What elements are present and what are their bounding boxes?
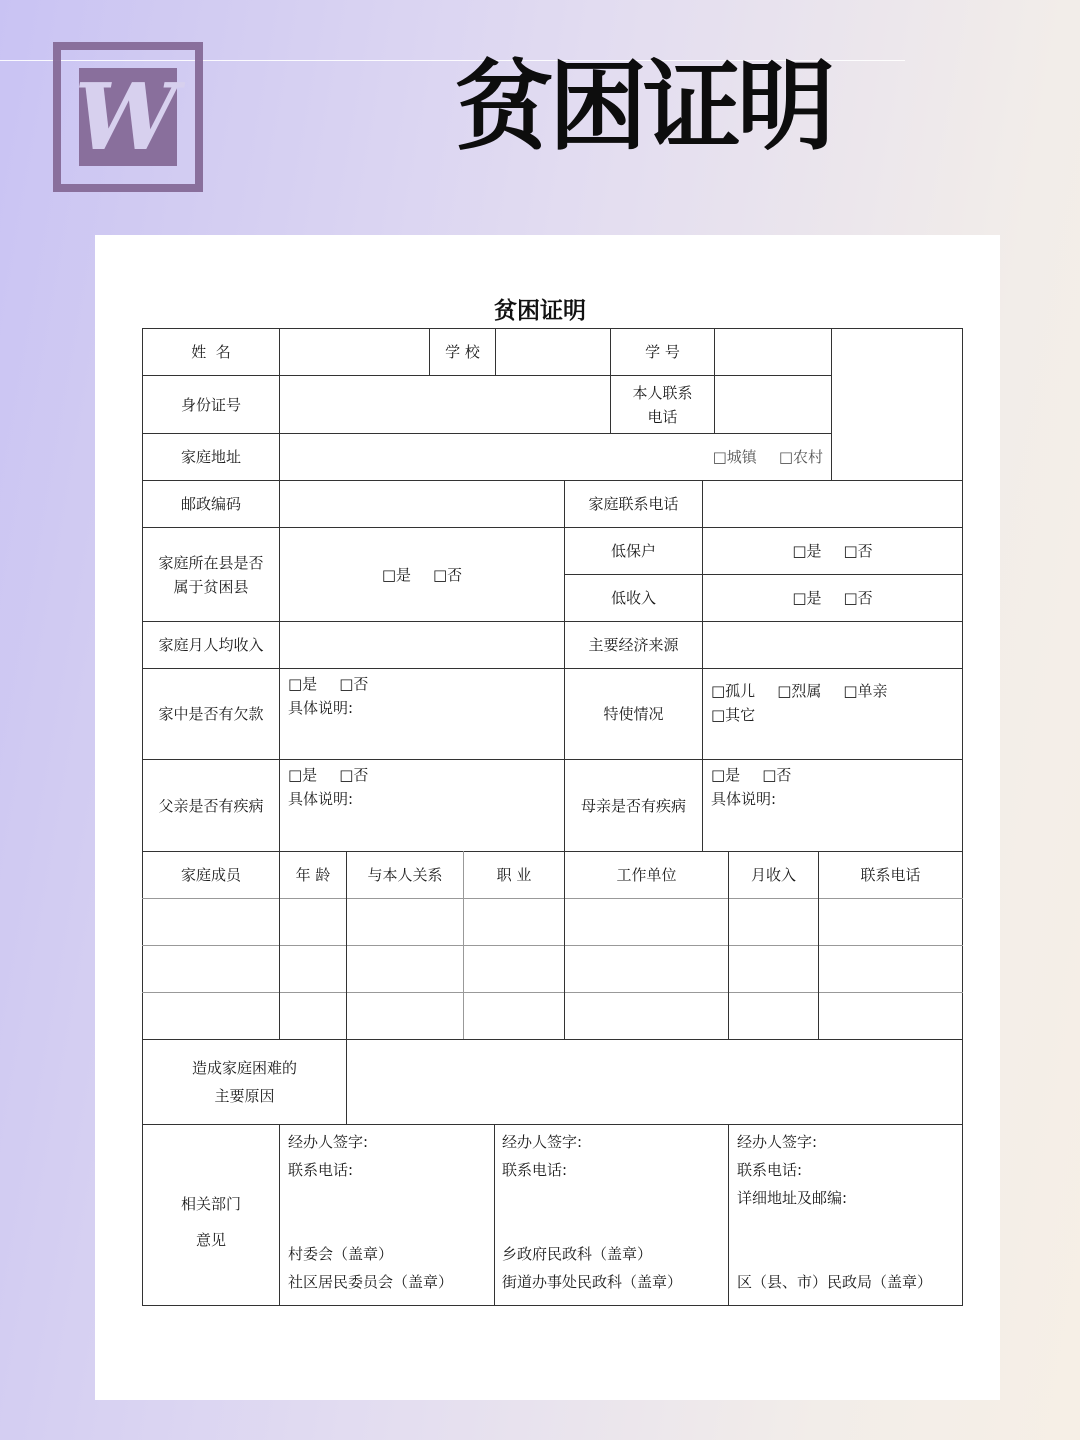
hardship-reason-field[interactable] [347, 1040, 962, 1124]
postcode-field[interactable] [280, 481, 564, 527]
label-income-source: 主要经济来源 [588, 636, 679, 654]
header-workplace: 工作单位 [616, 866, 677, 884]
checkbox-no[interactable]: □否 [433, 565, 463, 584]
page-banner-title: 贫困证明 [455, 50, 832, 164]
form-title: 贫困证明 [494, 298, 586, 324]
checkbox-yes[interactable]: □是 [288, 675, 318, 693]
phone-label: 联系电话: [502, 1161, 568, 1179]
header-relationship: 与本人关系 [367, 866, 443, 884]
checkbox-rural[interactable]: □农村 [778, 448, 823, 466]
label-home-address: 家庭地址 [180, 448, 241, 466]
signature-label: 经办人签字: [288, 1133, 369, 1151]
father-detail-label: 具体说明: [288, 790, 354, 808]
signature-label: 经办人签字: [737, 1133, 818, 1151]
label-family-phone: 家庭联系电话 [588, 495, 679, 513]
checkbox-yes[interactable]: □是 [792, 542, 822, 560]
low-income-options [703, 575, 962, 621]
label-low-income: 低收入 [610, 589, 656, 607]
signature-label: 经办人签字: [502, 1133, 583, 1151]
checkbox-orphan[interactable]: □孤儿 [711, 682, 756, 700]
header-family-member: 家庭成员 [180, 866, 241, 884]
id-number-field[interactable] [280, 376, 610, 433]
label-id-number: 身份证号 [180, 395, 241, 414]
phone-label: 联系电话: [288, 1161, 354, 1179]
checkbox-single-parent[interactable]: □单亲 [843, 682, 888, 700]
checkbox-martyr[interactable]: □烈属 [777, 682, 822, 700]
label-mother-illness: 母亲是否有疾病 [580, 796, 686, 815]
checkbox-yes[interactable]: □是 [792, 589, 822, 607]
checkbox-no[interactable]: □否 [339, 675, 369, 693]
seal-label: 社区居民委员会（盖章） [288, 1273, 454, 1291]
name-field[interactable] [280, 329, 429, 375]
opinion-civil-affairs-bureau [737, 1128, 962, 1303]
checkbox-no[interactable]: □否 [762, 766, 792, 784]
personal-phone-field[interactable] [715, 376, 831, 433]
checkbox-urban[interactable]: □城镇 [712, 448, 757, 466]
checkbox-no[interactable]: □否 [843, 542, 873, 560]
header-occupation: 职 业 [496, 866, 532, 884]
table-row[interactable] [143, 899, 962, 945]
label-poor-county: 家庭所在县是否 属于贫困县 [158, 553, 264, 596]
label-monthly-income: 家庭月人均收入 [158, 636, 264, 654]
seal-label: 街道办事处民政科（盖章） [502, 1273, 683, 1291]
address-postcode-label: 详细地址及邮编: [737, 1189, 848, 1207]
label-school: 学 校 [445, 343, 480, 361]
label-debt: 家中是否有欠款 [158, 705, 264, 723]
label-hardship-reason: 造成家庭困难的 主要原因 [191, 1059, 297, 1105]
address-type-options [280, 434, 823, 480]
photo-area [832, 329, 962, 480]
header-monthly-income: 月收入 [750, 866, 796, 884]
header-age: 年 龄 [295, 866, 331, 884]
logo-letter: W [74, 63, 178, 171]
poor-county-options [280, 528, 564, 621]
debt-detail-label: 具体说明: [288, 699, 354, 717]
debt-options [288, 672, 558, 756]
checkbox-yes[interactable]: □是 [381, 565, 411, 584]
mother-illness-options [711, 763, 961, 847]
label-name: 姓 名 [191, 343, 231, 361]
label-father-illness: 父亲是否有疾病 [158, 796, 264, 815]
opinion-township-office [502, 1128, 727, 1303]
special-situation-options [711, 679, 961, 757]
table-row[interactable] [143, 946, 962, 992]
checkbox-yes[interactable]: □是 [288, 766, 318, 784]
father-illness-options [288, 763, 558, 847]
label-special-situation: 特使情况 [603, 705, 664, 723]
checkbox-no[interactable]: □否 [843, 589, 873, 607]
school-field[interactable] [496, 329, 610, 375]
seal-label: 乡政府民政科（盖章） [502, 1245, 653, 1263]
seal-label: 区（县、市）民政局（盖章） [737, 1273, 933, 1291]
label-postcode: 邮政编码 [180, 495, 241, 513]
mother-detail-label: 具体说明: [711, 790, 777, 808]
label-department-opinion: 相关部门 意见 [180, 1195, 241, 1249]
dibao-options [703, 528, 962, 574]
monthly-income-field[interactable] [280, 622, 564, 668]
checkbox-yes[interactable]: □是 [711, 766, 741, 784]
seal-label: 村委会（盖章） [288, 1245, 394, 1263]
checkbox-no[interactable]: □否 [339, 766, 369, 784]
opinion-village-committee [288, 1128, 493, 1303]
table-row[interactable] [143, 993, 962, 1039]
income-source-field[interactable] [703, 622, 962, 668]
header-contact-phone: 联系电话 [860, 866, 921, 884]
label-personal-phone: 本人联系 电话 [632, 383, 693, 426]
checkbox-other[interactable]: □其它 [711, 706, 756, 724]
phone-label: 联系电话: [737, 1161, 803, 1179]
label-dibao: 低保户 [610, 542, 656, 560]
student-id-field[interactable] [715, 329, 831, 375]
family-phone-field[interactable] [703, 481, 962, 527]
label-student-id: 学 号 [645, 343, 680, 361]
